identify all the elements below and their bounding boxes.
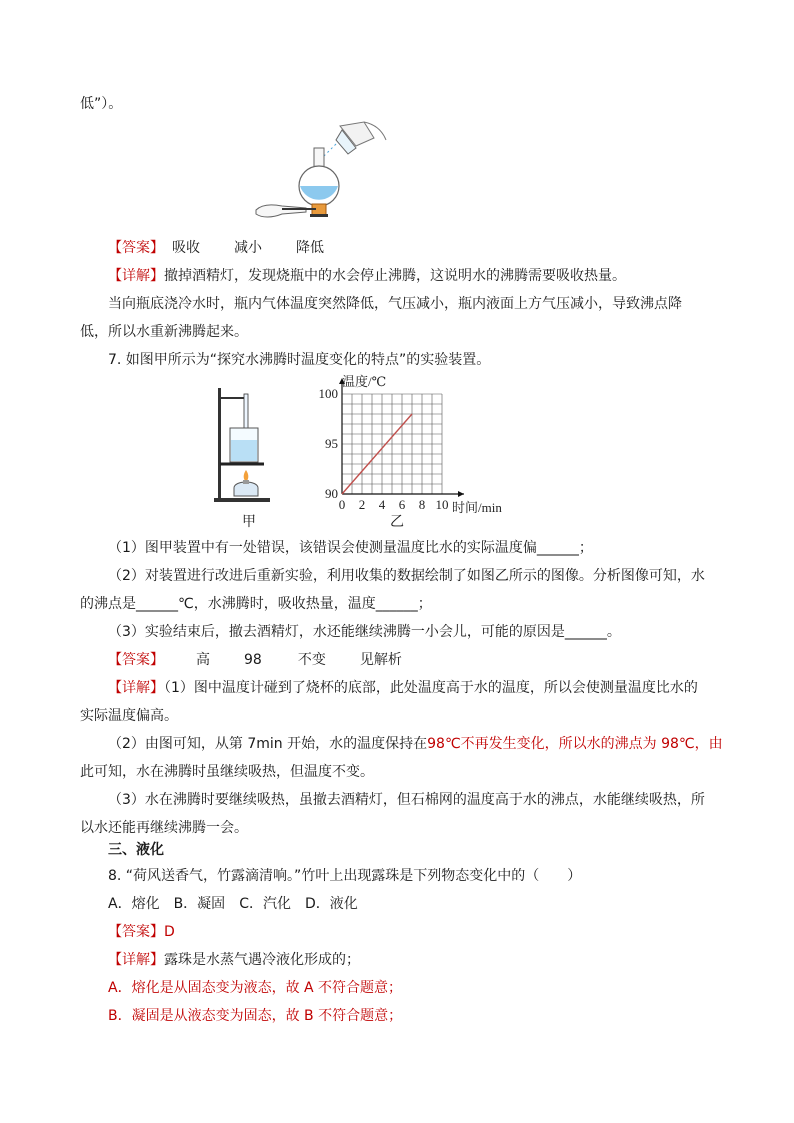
apparatus-figure — [212, 384, 272, 504]
q7-detail-1a: 【详解】（1）图中温度计碰到了烧杯的底部，此处温度高于水的温度，所以会使测量温度比水的 — [108, 680, 698, 696]
q7-detail-3b: 以水还能再继续沸腾一会。 — [80, 820, 248, 836]
hand-pouring-icon — [322, 122, 386, 158]
q7-answer-4: 见解析 — [359, 652, 402, 668]
answer-tag: 【答案】 — [108, 240, 164, 256]
q8-answer-value: D — [164, 924, 175, 940]
q7-sub3: （3）实验结束后，撤去酒精灯，水还能继续沸腾一小会儿，可能的原因是______。 — [108, 624, 621, 640]
q6-answer — [108, 238, 324, 258]
highlight-text: 98℃不再发生变化，所以水的沸点为 98℃，由 — [427, 736, 723, 752]
hand-holding-icon — [256, 205, 316, 217]
q8-detail-1: 【详解】露珠是水蒸气遇冷液化形成的； — [108, 952, 360, 968]
q8-options — [108, 894, 358, 914]
chart-xlabel: 时间/min — [452, 500, 502, 515]
q8-answer — [108, 922, 175, 942]
q6-answer-3: 降低 — [296, 240, 324, 256]
continued-text: 低”）。 — [80, 96, 123, 112]
q7-detail-2a: （2）由图可知，从第 7min 开始，水的温度保持在98℃不再发生变化，所以水的沸点为 98℃，由 — [108, 736, 723, 752]
flask-illustration — [252, 120, 392, 230]
q7-answer — [108, 650, 402, 670]
option-a: A．熔化 — [108, 896, 160, 912]
fig-label-yi: 乙 — [390, 514, 404, 530]
y-tick-label: 95 — [325, 436, 338, 451]
q7-sub1: （1）图甲装置中有一处错误，该错误会使测量温度比水的实际温度偏______； — [108, 540, 593, 556]
x-tick-label: 6 — [398, 497, 406, 512]
q7-detail-3a: （3）水在沸腾时要继续吸热，虽撤去酒精灯，但石棉网的温度高于水的沸点，水能继续吸热，所 — [108, 792, 705, 808]
q7-answer-1: 高 — [196, 652, 210, 668]
answer-tag: 【答案】 — [108, 652, 164, 668]
q7-sub2b: 的沸点是______℃，水沸腾时，吸收热量，温度______； — [80, 596, 432, 612]
q7-detail-2b: 此可知，水在沸腾时虽继续吸热，但温度不变。 — [80, 764, 374, 780]
x-tick-label: 10 — [435, 497, 449, 512]
fig-label-jia: 甲 — [242, 514, 256, 530]
alcohol-lamp-icon — [234, 482, 258, 496]
q7-answer-2: 98 — [244, 652, 262, 668]
flask-icon — [299, 148, 339, 217]
detail-tag: 【详解】 — [108, 268, 164, 284]
answer-tag: 【答案】 — [108, 924, 164, 940]
q6-answer-1: 吸收 — [172, 240, 200, 256]
detail-tag: 【详解】 — [108, 680, 164, 696]
q7-answer-3: 不变 — [297, 652, 326, 668]
q6-detail-2b: 低，所以水重新沸腾起来。 — [80, 324, 248, 340]
chart-ylabel: 温度/℃ — [342, 374, 387, 389]
q7-detail-1b: 实际温度偏高。 — [80, 708, 178, 724]
q8-stem: 8. “荷风送香气，竹露滴清响。”竹叶上出现露珠是下列物态变化中的（ ） — [108, 868, 582, 884]
option-b: B．凝固 — [173, 896, 226, 912]
option-d: D．液化 — [304, 896, 358, 912]
q6-answer-2: 减小 — [234, 240, 262, 256]
x-axis-arrow — [458, 491, 464, 497]
q8-detail-a: A．熔化是从固态变为液态，故 A 不符合题意； — [108, 980, 403, 996]
q7-sub2a: （2）对装置进行改进后重新实验，利用收集的数据绘制了如图乙所示的图像。分析图像可知，水 — [108, 568, 705, 584]
x-tick-label: 8 — [418, 497, 426, 512]
stand-rod — [218, 388, 221, 500]
y-tick-label: 100 — [318, 386, 338, 401]
section-heading: 三、液化 — [108, 842, 164, 858]
x-tick-label: 4 — [378, 497, 386, 512]
x-tick-label: 0 — [338, 497, 346, 512]
x-tick-label: 2 — [358, 497, 366, 512]
q8-detail-b: B．凝固是从液态变为固态，故 B 不符合题意； — [108, 1008, 403, 1024]
q7-stem: 7. 如图甲所示为“探究水沸腾时温度变化的特点”的实验装置。 — [108, 352, 491, 368]
temperature-chart — [316, 372, 516, 518]
y-tick-label: 90 — [325, 486, 338, 501]
option-c: C．汽化 — [239, 896, 291, 912]
q6-detail-2a: 当向瓶底浇冷水时，瓶内气体温度突然降低，气压减小，瓶内液面上方气压减小，导致沸点降 — [108, 296, 682, 312]
stand-base — [214, 498, 270, 502]
detail-tag: 【详解】 — [108, 952, 164, 968]
q6-detail-1: 【详解】撤掉酒精灯，发现烧瓶中的水会停止沸腾，这说明水的沸腾需要吸收热量。 — [108, 268, 626, 284]
